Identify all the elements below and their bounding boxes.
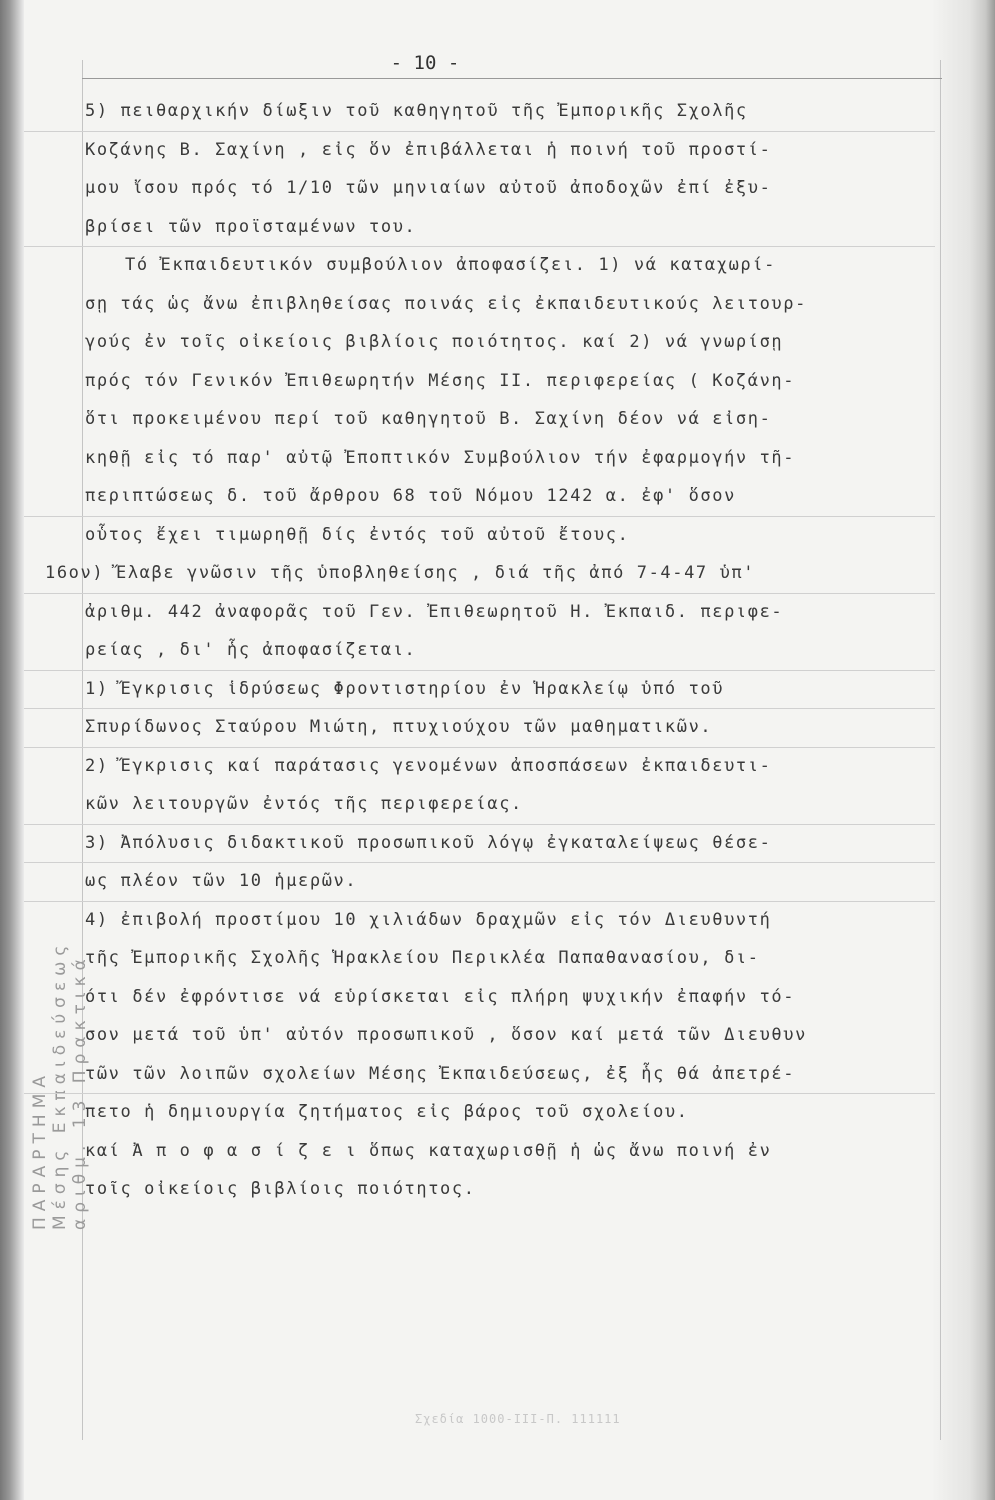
archive-stamp (30, 80, 90, 1230)
ledger-rule-horizontal (24, 593, 935, 594)
text-line: ἀριθμ. 442 ἀναφορᾶς τοῦ Γεν. Ἐπιθεωρητοῦ Η. Ἐκπαιδ. περιφε- (85, 601, 784, 622)
ledger-rule-right (940, 60, 941, 1440)
page-number: - 10 - (390, 52, 460, 74)
ledger-rule-horizontal (24, 862, 935, 863)
ledger-rule-horizontal (24, 246, 935, 247)
text-line: κηθῇ εἰς τό παρ' αὐτῷ Ἐποπτικόν Συμβούλιον τήν ἐφαρμογήν τῆ- (85, 447, 796, 468)
ledger-rule-horizontal (24, 901, 935, 902)
text-line: ρείας , δι' ἧς ἀποφασίζεται. (85, 640, 417, 660)
stamp-line: αριθμ. 13 Πρακτικά (70, 953, 90, 1230)
text-line: βρίσει τῶν προϊσταμένων του. (85, 216, 417, 237)
ledger-rule-horizontal (24, 824, 935, 825)
text-line: ὅτι προκειμένου περί τοῦ καθηγητοῦ Β. Σαχίνη δέον νά εἰση- (85, 409, 772, 429)
section-heading-line: 16ον) Ἔλαβε γνῶσιν τῆς ὑποβληθείσης , διά τῆς ἀπό 7-4-47 ὑπ' (45, 563, 756, 583)
list-item-line: 4) ἐπιβολή προστίμου 10 χιλιάδων δραχμῶν εἰς τόν Διευθυντή (85, 909, 772, 930)
list-item-line: 1) Ἔγκρισις ἱδρύσεως Φροντιστηρίου ἐν Ἡρακλείῳ ὑπό τοῦ (85, 678, 725, 699)
text-line: κῶν λειτουργῶν ἐντός τῆς περιφερείας. (85, 794, 523, 814)
stamp-line: ΠΑΡΑΡΤΗΜΑ (30, 1069, 50, 1230)
text-line: ως πλέον τῶν 10 ἡμερῶν. (85, 871, 358, 891)
text-line: σῃ τάς ὡς ἄνω ἐπιβληθείσας ποινάς εἰς ἐκπαιδευτικούς λειτουρ- (85, 293, 807, 314)
stamp-line: Μέσης Εκπαιδεύσεως (50, 939, 70, 1230)
ledger-rule-horizontal (24, 131, 935, 132)
text-line: καί Ἀ π ο φ α σ ί ζ ε ι ὅπως καταχωρισθῇ ἡ ὡς ἄνω ποινή ἐν (85, 1140, 772, 1161)
ledger-rule-horizontal (24, 1093, 935, 1094)
list-item-line: 2) Ἔγκρισις καί παράτασις γενομένων ἀποσπάσεων ἐκπαιδευτι- (85, 755, 772, 776)
text-line: Τό Ἐκπαιδευτικόν συμβούλιον ἀποφασίζει. 1) νά καταχωρί- (125, 255, 776, 275)
ledger-rule-horizontal (24, 516, 935, 517)
text-line: τοῖς οἰκείοις βιβλίοις ποιότητος. (85, 1179, 476, 1199)
text-line: τῶν τῶν λοιπῶν σχολείων Μέσης Ἐκπαιδεύσεως, ἐξ ἧς θά ἀπετρέ- (85, 1063, 796, 1084)
text-line: Κοζάνης Β. Σαχίνη , εἰς ὅν ἐπιβάλλεται ἡ ποινή τοῦ προστί- (85, 139, 772, 160)
text-line: οὗτος ἔχει τιμωρηθῇ δίς ἐντός τοῦ αὐτοῦ ἔτους. (85, 524, 630, 545)
text-line: περιπτώσεως δ. τοῦ ἄρθρου 68 τοῦ Νόμου 1242 α. ἐφ' ὅσον (85, 486, 736, 506)
text-line: τῆς Ἐμπορικῆς Σχολῆς Ἡρακλείου Περικλέα Παπαθανασίου, δι- (85, 948, 760, 968)
text-line: 5) πειθαρχικήν δίωξιν τοῦ καθηγητοῦ τῆς Ἐμπορικῆς Σχολῆς (85, 101, 748, 121)
text-line: ότι δέν ἐφρόντισε νά εὑρίσκεται εἰς πλήρη ψυχικήν ἐπαφήν τό- (85, 986, 796, 1007)
faint-footer-text: Σχεδία 1000-ΙΙΙ-Π. 111111 (415, 1412, 621, 1426)
ledger-rule-horizontal (24, 747, 935, 748)
list-item-line: 3) Ἀπόλυσις διδακτικοῦ προσωπικοῦ λόγῳ ἐγκαταλείψεως θέσε- (85, 832, 772, 853)
text-line: πρός τόν Γενικόν Ἐπιθεωρητήν Μέσης ΙΙ. περιφερείας ( Κοζάνη- (85, 370, 796, 391)
ledger-rule-horizontal (24, 670, 935, 671)
header-rule (82, 78, 942, 79)
scanner-shadow-edge (0, 0, 24, 1500)
text-line: πετο ἡ δημιουργία ζητήματος εἰς βάρος τοῦ σχολείου. (85, 1102, 689, 1122)
ledger-rule-horizontal (24, 708, 935, 709)
text-line: σον μετά τοῦ ὑπ' αὐτόν προσωπικοῦ , ὅσον καί μετά τῶν Διευθυν (85, 1025, 807, 1045)
text-line: γούς ἐν τοῖς οἰκείοις βιβλίοις ποιότητος. καί 2) νά γνωρίσῃ (85, 332, 784, 352)
text-line: μου ἴσου πρός τό 1/10 τῶν μηνιαίων αὐτοῦ ἀποδοχῶν ἐπί ἐξυ- (85, 178, 772, 198)
text-line: Σπυρίδωνος Σταύρου Μιώτη, πτυχιούχου τῶν μαθηματικῶν. (85, 717, 713, 737)
